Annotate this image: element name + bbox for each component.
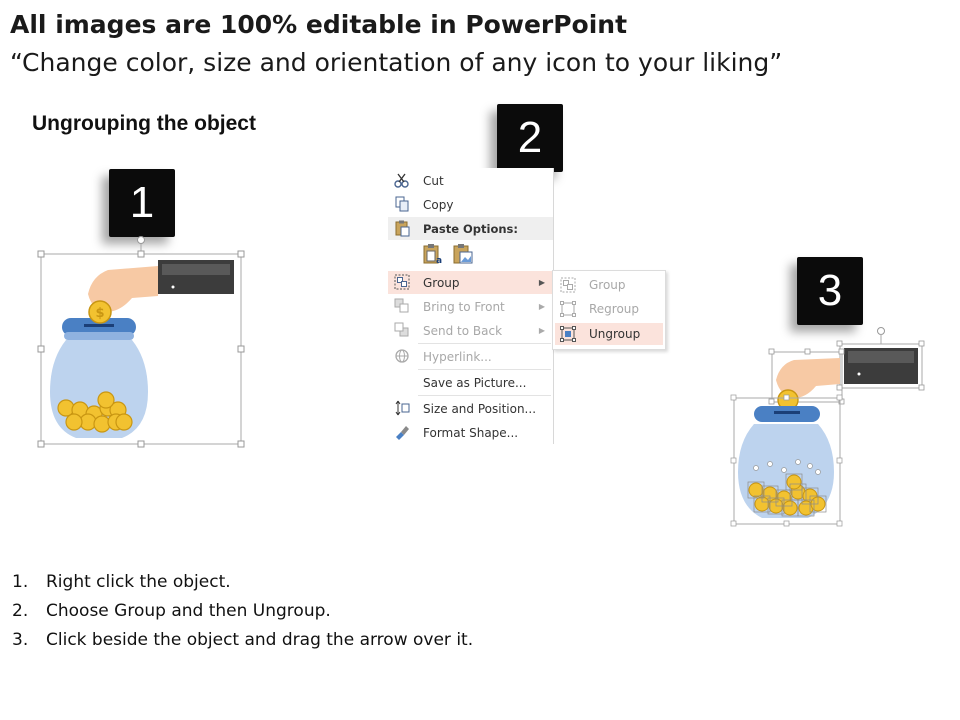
instructions-list bbox=[12, 568, 473, 655]
menu-item-label: Group bbox=[423, 275, 460, 290]
menu-item-group[interactable] bbox=[388, 271, 553, 294]
menu-item-label: Hyperlink... bbox=[423, 349, 492, 364]
menu-item-copy[interactable] bbox=[388, 193, 553, 216]
svg-text:$: $ bbox=[95, 306, 105, 321]
submenu-item-label: Group bbox=[589, 278, 626, 292]
menu-item-format-shape[interactable] bbox=[388, 421, 553, 444]
menu-separator bbox=[418, 343, 551, 344]
menu-item-label: Size and Position... bbox=[423, 401, 537, 416]
menu-item-label: Send to Back bbox=[423, 323, 503, 338]
instruction-text: Right click the object. bbox=[46, 572, 231, 592]
svg-text:a: a bbox=[436, 256, 442, 265]
ungroup-icon bbox=[559, 325, 577, 343]
rotate-handle[interactable] bbox=[138, 237, 145, 244]
menu-item-cut[interactable] bbox=[388, 169, 553, 192]
instruction-text: Click beside the object and drag the arrow over it. bbox=[46, 630, 474, 650]
regroup-icon bbox=[559, 300, 577, 318]
scissors-icon bbox=[393, 171, 411, 189]
menu-item-send-to-back[interactable] bbox=[388, 319, 553, 342]
group-icon bbox=[559, 276, 577, 294]
submenu-arrow-icon: ▶ bbox=[538, 278, 545, 287]
menu-item-size-and-position[interactable] bbox=[388, 397, 553, 420]
menu-item-bring-to-front[interactable] bbox=[388, 295, 553, 318]
headline: All images are 100% editable in PowerPoint bbox=[10, 10, 628, 39]
section-title: Ungrouping the object bbox=[32, 112, 256, 135]
menu-item-label: Format Shape... bbox=[423, 425, 519, 440]
submenu-item-ungroup[interactable] bbox=[555, 323, 663, 345]
paste-picture-icon[interactable] bbox=[452, 243, 474, 265]
menu-item-label: Save as Picture... bbox=[423, 375, 527, 390]
instruction-text: Choose Group and then Ungroup. bbox=[46, 601, 331, 621]
menu-item-save-as-picture[interactable] bbox=[388, 371, 553, 394]
send-to-back-icon bbox=[393, 321, 411, 339]
group-submenu bbox=[552, 270, 666, 350]
step-2-badge: 2 bbox=[497, 104, 563, 172]
size-position-icon bbox=[393, 399, 411, 417]
paste-options-header bbox=[388, 217, 553, 240]
submenu-item-regroup[interactable] bbox=[555, 298, 663, 320]
group-icon bbox=[393, 273, 411, 291]
submenu-item-label: Ungroup bbox=[589, 327, 641, 341]
bring-to-front-icon bbox=[393, 297, 411, 315]
paste-icon bbox=[393, 219, 411, 237]
step-3-badge: 3 bbox=[797, 257, 863, 325]
menu-separator bbox=[418, 395, 551, 396]
submenu-arrow-icon: ▶ bbox=[538, 302, 545, 311]
paste-keep-format-icon[interactable] bbox=[422, 243, 442, 265]
menu-item-label: Bring to Front bbox=[423, 299, 505, 314]
menu-item-label: Copy bbox=[423, 197, 454, 212]
submenu-item-label: Regroup bbox=[589, 302, 640, 316]
context-menu bbox=[388, 168, 554, 444]
instruction-item: 2. Choose Group and then Ungroup. bbox=[12, 601, 331, 621]
step-1-badge: 1 bbox=[109, 169, 175, 237]
menu-item-label: Cut bbox=[423, 173, 444, 188]
format-shape-icon bbox=[393, 423, 411, 441]
instruction-item: 3. Click beside the object and drag the arrow over it. bbox=[12, 630, 474, 650]
hyperlink-icon bbox=[393, 347, 411, 365]
submenu-item-group[interactable] bbox=[555, 274, 663, 296]
subheadline: “Change color, size and orientation of any icon to your liking” bbox=[10, 48, 783, 77]
submenu-arrow-icon: ▶ bbox=[538, 326, 545, 335]
menu-separator bbox=[418, 369, 551, 370]
money-jar-illustration-1[interactable] bbox=[36, 232, 248, 450]
instruction-item: 1. Right click the object. bbox=[12, 572, 231, 592]
menu-item-hyperlink[interactable] bbox=[388, 345, 553, 368]
menu-item-label: Paste Options: bbox=[423, 221, 519, 236]
copy-icon bbox=[393, 195, 411, 213]
money-jar-illustration-ungrouped[interactable] bbox=[728, 322, 932, 530]
